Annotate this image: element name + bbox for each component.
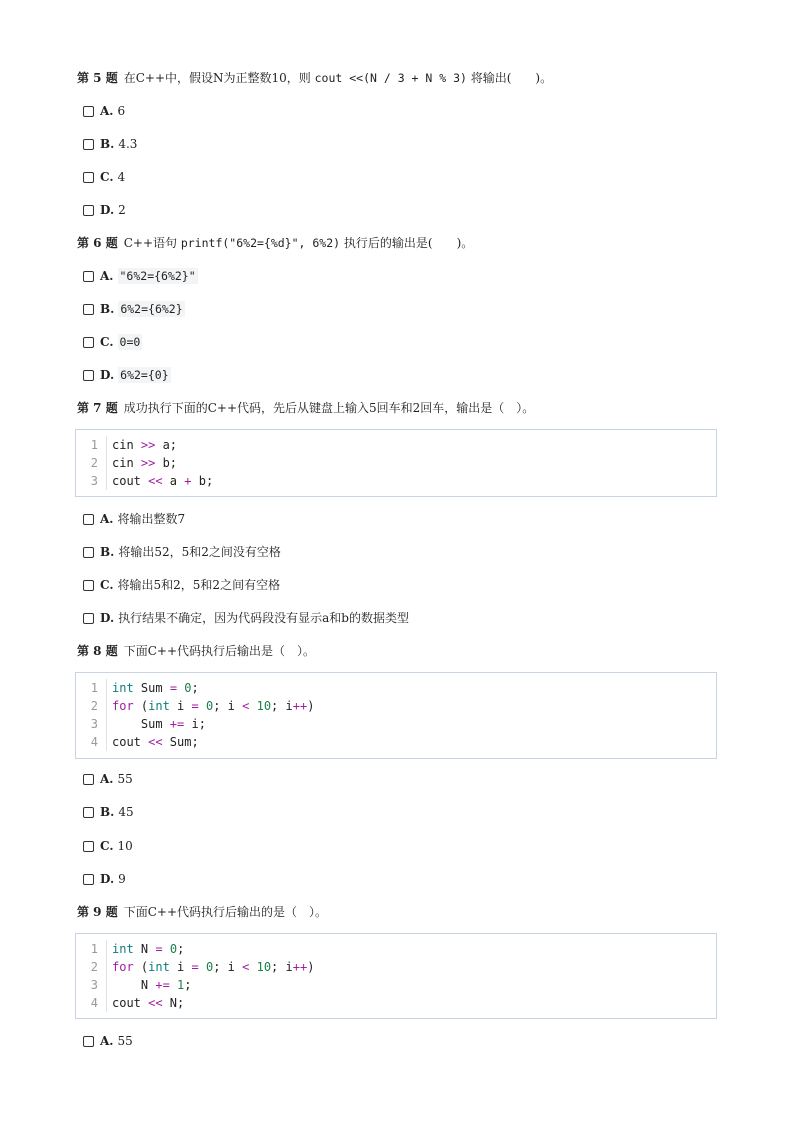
- checkbox[interactable]: [83, 613, 94, 624]
- option-text: 10: [117, 839, 133, 853]
- checkbox[interactable]: [83, 370, 94, 381]
- option-text: "6%2={6%2}": [119, 269, 196, 283]
- code-line: 3 Sum += i;: [76, 715, 716, 733]
- option-text: 4.3: [118, 137, 138, 151]
- option-letter: D.: [100, 203, 115, 217]
- option-letter: B.: [100, 545, 115, 559]
- option-text: 将输出5和2，5和2之间有空格: [117, 578, 281, 592]
- question-text: 成功执行下面的C++代码，先后从键盘上输入5回车和2回车，输出是（ ）。: [123, 401, 535, 415]
- option-7a[interactable]: [83, 511, 185, 527]
- option-letter: B.: [100, 137, 115, 151]
- line-number: 2: [76, 697, 107, 715]
- question-number: 第 5 题: [77, 71, 118, 85]
- code-line: 1 int Sum = 0;: [76, 679, 716, 697]
- question-6-stem: [77, 235, 473, 251]
- line-number: 4: [76, 994, 107, 1012]
- option-5b[interactable]: [83, 136, 137, 152]
- line-number: 3: [76, 976, 107, 994]
- option-letter: C.: [100, 839, 114, 853]
- option-5d[interactable]: [83, 202, 126, 218]
- question-7-stem: [77, 400, 534, 416]
- code-line: 2 for (int i = 0; i < 10; i++): [76, 958, 716, 976]
- option-letter: A.: [100, 512, 114, 526]
- question-number: 第 7 题: [77, 401, 118, 415]
- code-line: 1 cin >> a;: [76, 436, 716, 454]
- code-line: 3 cout << a + b;: [76, 472, 716, 490]
- option-letter: B.: [100, 805, 115, 819]
- option-8c[interactable]: [83, 838, 133, 854]
- line-number: 3: [76, 715, 107, 733]
- question-8-stem: [77, 643, 315, 659]
- code-line: 3 N += 1;: [76, 976, 716, 994]
- option-text: 6%2={6%2}: [120, 302, 183, 316]
- option-text: 将输出52，5和2之间没有空格: [118, 545, 281, 559]
- question-number: 第 6 题: [77, 236, 118, 250]
- option-letter: C.: [100, 335, 114, 349]
- checkbox[interactable]: [83, 271, 94, 282]
- checkbox[interactable]: [83, 106, 94, 117]
- option-letter: B.: [100, 302, 115, 316]
- option-letter: D.: [100, 368, 115, 382]
- option-7b[interactable]: [83, 544, 281, 560]
- checkbox[interactable]: [83, 172, 94, 183]
- inline-code: cout <<(N / 3 + N % 3): [314, 71, 467, 85]
- checkbox[interactable]: [83, 774, 94, 785]
- code-line: 1 int N = 0;: [76, 940, 716, 958]
- inline-code: printf("6%2={%d}", 6%2): [180, 236, 341, 250]
- option-5c[interactable]: [83, 169, 125, 185]
- option-text: 2: [118, 203, 126, 217]
- question-text: 下面C++代码执行后输出是（ ）。: [123, 644, 316, 658]
- checkbox[interactable]: [83, 205, 94, 216]
- option-6a[interactable]: [83, 268, 198, 284]
- code-line: 2 cin >> b;: [76, 454, 716, 472]
- question-number: 第 9 题: [77, 905, 118, 919]
- option-letter: A.: [100, 269, 114, 283]
- question-9-stem: [77, 904, 327, 920]
- question-text-end: 执行后的输出是( )。: [340, 236, 474, 250]
- checkbox[interactable]: [83, 139, 94, 150]
- option-letter: C.: [100, 170, 114, 184]
- option-text: 45: [118, 805, 134, 819]
- line-number: 4: [76, 733, 107, 751]
- checkbox[interactable]: [83, 547, 94, 558]
- option-text: 55: [117, 772, 133, 786]
- option-letter: A.: [100, 1034, 114, 1048]
- code-line: 2 for (int i = 0; i < 10; i++): [76, 697, 716, 715]
- line-number: 1: [76, 940, 107, 958]
- code-line: 4 cout << Sum;: [76, 733, 716, 751]
- option-text: 6: [117, 104, 126, 118]
- option-5a[interactable]: [83, 103, 125, 119]
- code-block-q9: [75, 933, 717, 1019]
- checkbox[interactable]: [83, 807, 94, 818]
- option-6d[interactable]: [83, 367, 171, 383]
- option-8a[interactable]: [83, 771, 133, 787]
- code-block-q8: [75, 672, 717, 759]
- code-line: 4 cout << N;: [76, 994, 716, 1012]
- option-letter: A.: [100, 772, 114, 786]
- option-text: 9: [118, 872, 126, 886]
- checkbox[interactable]: [83, 337, 94, 348]
- question-text: 下面C++代码执行后输出的是（ ）。: [123, 905, 328, 919]
- option-8b[interactable]: [83, 804, 134, 820]
- option-letter: D.: [100, 611, 115, 625]
- line-number: 1: [76, 679, 107, 697]
- question-text: C++语句: [123, 236, 181, 250]
- checkbox[interactable]: [83, 874, 94, 885]
- option-text: 55: [117, 1034, 133, 1048]
- checkbox[interactable]: [83, 304, 94, 315]
- checkbox[interactable]: [83, 514, 94, 525]
- option-text: 6%2={0}: [120, 368, 169, 382]
- option-7d[interactable]: [83, 610, 409, 626]
- option-6c[interactable]: [83, 334, 142, 350]
- option-8d[interactable]: [83, 871, 126, 887]
- option-text: 0=0: [119, 335, 141, 349]
- question-text-end: 将输出( )。: [466, 71, 553, 85]
- option-letter: D.: [100, 872, 115, 886]
- line-number: 2: [76, 958, 107, 976]
- option-9a[interactable]: [83, 1033, 133, 1049]
- question-text: 在C++中，假设N为正整数10，则: [123, 71, 315, 85]
- option-letter: C.: [100, 578, 114, 592]
- code-block-q7: [75, 429, 717, 497]
- question-5-stem: [77, 70, 552, 86]
- line-number: 3: [76, 472, 107, 490]
- option-text: 4: [117, 170, 126, 184]
- option-text: 执行结果不确定，因为代码段没有显示a和b的数据类型: [118, 611, 409, 625]
- line-number: 1: [76, 436, 107, 454]
- checkbox[interactable]: [83, 580, 94, 591]
- line-number: 2: [76, 454, 107, 472]
- checkbox[interactable]: [83, 841, 94, 852]
- checkbox[interactable]: [83, 1036, 94, 1047]
- question-number: 第 8 题: [77, 644, 118, 658]
- option-letter: A.: [100, 104, 114, 118]
- option-6b[interactable]: [83, 301, 185, 317]
- option-7c[interactable]: [83, 577, 280, 593]
- option-text: 将输出整数7: [117, 512, 186, 526]
